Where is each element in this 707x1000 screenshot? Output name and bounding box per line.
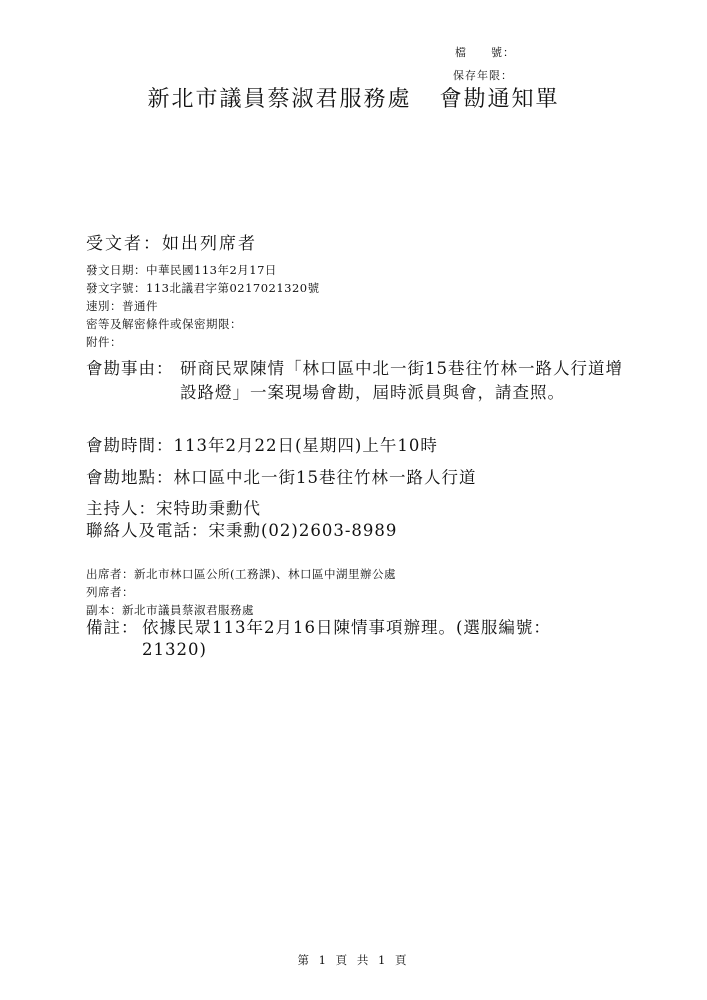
reason-label: 會勘事由： (86, 359, 174, 378)
remarks-text: 依據民眾113年2月16日陳情事項辦理。(選服編號：21320) (142, 618, 551, 659)
title-organization: 新北市議員蔡淑君服務處 (147, 87, 412, 112)
copy-line: 副本：新北市議員蔡淑君服務處 (86, 603, 254, 617)
attendees-line: 出席者：新北市林口區公所(工務課)、林口區中湖里辦公處 (86, 567, 396, 581)
attachment-line: 附件： (86, 335, 122, 349)
page-number: 第 1 頁 共 1 頁 (297, 953, 410, 967)
reason-text: 研商民眾陳情「林口區中北一街15巷往竹林一路人行道增設路燈」一案現場會勘，屆時派員與會，請查照。 (180, 359, 623, 402)
remarks-label: 備註： (86, 618, 139, 637)
title-document-type: 會勘通知單 (439, 87, 560, 112)
document-title (0, 82, 707, 113)
issue-date: 發文日期：中華民國113年2月17日 (86, 263, 277, 277)
issue-number: 發文字號：113北議君字第0217021320號 (86, 281, 320, 295)
inspection-place: 會勘地點：林口區中北一街15巷往竹林一路人行道 (86, 468, 477, 487)
retention-period-label: 保存年限： (453, 69, 513, 82)
document-meta (86, 261, 320, 351)
recipient-line: 受文者：如出列席者 (86, 234, 257, 254)
secrecy-level: 密等及解密條件或保密期限： (86, 317, 242, 331)
distribution-list (86, 565, 396, 619)
contact-line: 聯絡人及電話：宋秉勳(02)2603-8989 (86, 521, 398, 540)
speed-category: 速別：普通件 (86, 299, 158, 313)
host-line: 主持人：宋特助秉勳代 (86, 499, 261, 518)
observers-line: 列席者： (86, 585, 134, 599)
inspection-time: 會勘時間：113年2月22日(星期四)上午10時 (86, 436, 438, 455)
file-number-label: 檔 號： (455, 46, 515, 59)
